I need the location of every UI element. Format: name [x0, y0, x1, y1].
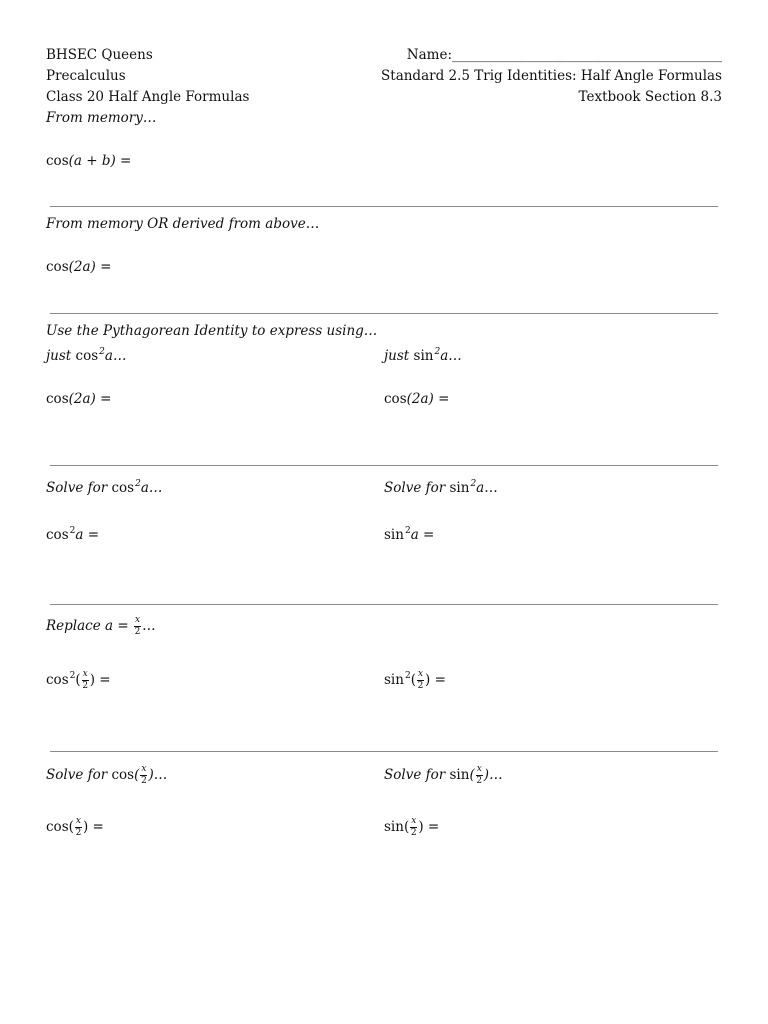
- section5-right-expression: $\sin^2$( $\frac{x}{2}$ ) =: [384, 669, 446, 691]
- class-title: Class 20 Half Angle Formulas: [46, 89, 250, 105]
- section6-right-expression: sin( $\frac{x}{2}$ ) =: [384, 816, 440, 838]
- section1-expression: cos(a + b) =: [46, 153, 132, 169]
- section3-right-subprompt: just $\sin^2a\dots$: [384, 347, 462, 364]
- section5-left-expression: $\cos^2$( $\frac{x}{2}$ ) =: [46, 669, 111, 691]
- section2-expression: cos(2a) =: [46, 259, 112, 275]
- section4-right-prompt: Solve for $\sin^2a\dots$: [384, 479, 498, 496]
- section4-right-expression: $\sin^2a$ =: [384, 526, 435, 543]
- section3-right-expression: cos(2a) =: [384, 391, 450, 407]
- name-blank: ________________________________________: [452, 47, 722, 63]
- section2-prompt: From memory OR derived from above…: [46, 216, 320, 232]
- school-name: BHSEC Queens: [46, 47, 153, 63]
- section4-left-prompt: Solve for $\cos^2a\dots$: [46, 479, 163, 496]
- section4-left-expression: $\cos^2a$ =: [46, 526, 100, 543]
- course-name: Precalculus: [46, 68, 126, 84]
- section6-left-prompt: Solve for cos( $\frac{x}{2}$ )…: [46, 764, 168, 786]
- divider-1: [50, 206, 718, 207]
- section5-prompt: Replace a = $\frac{x}{2}$ …: [46, 615, 156, 637]
- section6-left-expression: cos( $\frac{x}{2}$ ) =: [46, 816, 104, 838]
- standard-title: Standard 2.5 Trig Identities: Half Angle Formulas: [381, 68, 722, 84]
- section3-prompt: Use the Pythagorean Identity to express using…: [46, 323, 378, 339]
- divider-2: [50, 313, 718, 314]
- section3-left-subprompt: just $\cos^2a\dots$: [46, 347, 127, 364]
- fraction-x-over-2: $\frac{x}{2}$: [134, 615, 141, 637]
- section3-left-expression: cos(2a) =: [46, 391, 112, 407]
- section1-prompt: From memory…: [46, 110, 157, 126]
- textbook-section: Textbook Section 8.3: [578, 89, 722, 105]
- section6-right-prompt: Solve for sin( $\frac{x}{2}$ )…: [384, 764, 503, 786]
- divider-3: [50, 465, 718, 466]
- name-label: Name:: [406, 47, 452, 63]
- divider-4: [50, 604, 718, 605]
- divider-5: [50, 751, 718, 752]
- name-line[interactable]: [407, 49, 722, 63]
